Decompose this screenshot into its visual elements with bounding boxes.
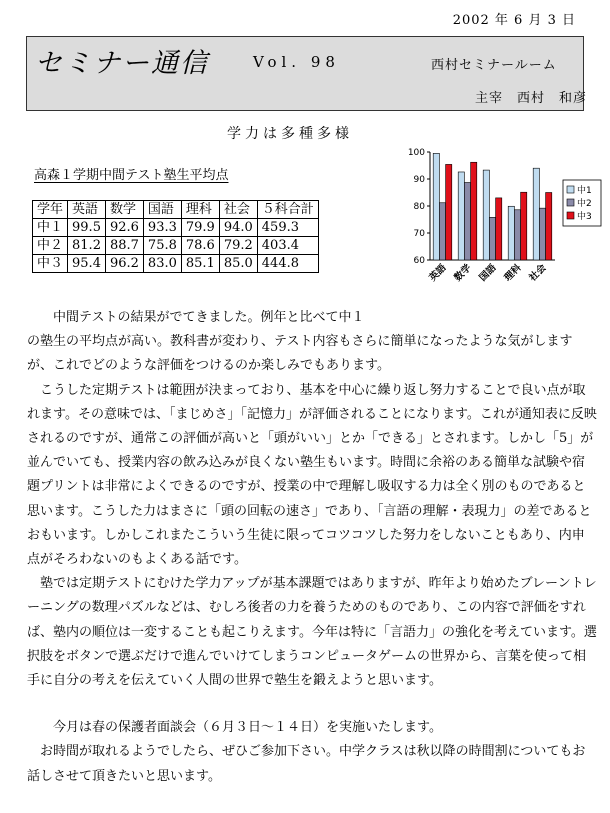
table-cell: 中３ bbox=[33, 255, 68, 273]
table-header-cell: 社会 bbox=[219, 201, 257, 219]
table-row bbox=[33, 255, 319, 273]
paragraph-5: お時間が取れるようでしたら、ぜひご参加下さい。中学クラスは秋以降の時間割についてもお話しさせて頂きたいと思います。 bbox=[27, 744, 586, 784]
table-cell: 中１ bbox=[33, 219, 68, 237]
y-tick-label: 60 bbox=[413, 256, 425, 266]
table-cell: 83.0 bbox=[143, 255, 181, 273]
bar-中3-社会 bbox=[546, 193, 552, 261]
issue-date: 2002 年 6 月 3 日 bbox=[452, 13, 576, 28]
y-tick-label: 100 bbox=[407, 148, 425, 158]
y-tick-label: 70 bbox=[413, 229, 425, 239]
table-cell: 94.0 bbox=[219, 219, 257, 237]
table-cell: 85.0 bbox=[219, 255, 257, 273]
table-cell: 99.5 bbox=[68, 219, 106, 237]
table-cell: 96.2 bbox=[105, 255, 143, 273]
table-cell: 459.3 bbox=[257, 219, 318, 237]
bar-中3-数学 bbox=[471, 162, 477, 260]
paragraph-1: 中間テストの結果がでてきました。例年と比べて中１ bbox=[53, 310, 365, 325]
legend-swatch bbox=[567, 199, 574, 206]
volume-number: Vol. 98 bbox=[253, 53, 340, 71]
x-tick-label: 国語 bbox=[477, 262, 499, 284]
legend-label: 中1 bbox=[577, 186, 592, 196]
score-table bbox=[32, 200, 319, 273]
bar-中2-英語 bbox=[439, 203, 445, 260]
table-header-cell: 学年 bbox=[33, 201, 68, 219]
legend-swatch bbox=[567, 186, 574, 193]
table-cell: 444.8 bbox=[257, 255, 318, 273]
paragraph-1-continued: の塾生の平均点が高い。教科書が変わり、テスト内容もさらに簡単になったような気がしますが、これでどのような評価をつけるのか楽しみでもあります。 bbox=[27, 334, 573, 374]
table-cell: 403.4 bbox=[257, 237, 318, 255]
bar-中1-英語 bbox=[433, 153, 439, 260]
table-cell: 78.6 bbox=[181, 237, 219, 255]
bar-中1-数学 bbox=[458, 172, 464, 260]
bar-中2-社会 bbox=[539, 208, 545, 260]
x-tick-label: 英語 bbox=[427, 262, 449, 284]
bar-中1-国語 bbox=[483, 170, 489, 260]
table-cell: 75.8 bbox=[143, 237, 181, 255]
x-tick-label: 社会 bbox=[527, 262, 549, 284]
legend-label: 中3 bbox=[577, 212, 592, 222]
table-cell: 92.6 bbox=[105, 219, 143, 237]
paragraph-2: こうした定期テストは範囲が決まっており、基本を中心に繰り返し努力することで良い点が取れます。その意味では、「まじめさ」「記憶力」が評価されることになります。これが通知表に反映されるのですが、通常この評価が高いと「頭がいい」とか「できる」とされます。しかし「5」が並んでいても、授業内容の飲み込みが良くない塾生もいます。時間に余裕のある簡単な試験や宿題プリントは非常によくできるのですが、授業の中で理解し吸収する力は全く別のものであると思います。こうした力はまさに「頭の回転の速さ」であり、「言語の理解・表現力」の差であるとおもいます。しかしこれまたこういう生徒に限ってコツコツした努力をしないこともあり、内申点がそろわないのもよくある話です。 bbox=[27, 382, 597, 568]
table-row bbox=[33, 237, 319, 255]
organization-name: 西村セミナールーム bbox=[431, 58, 557, 73]
bar-中1-社会 bbox=[533, 168, 539, 260]
y-tick-label: 80 bbox=[413, 202, 425, 212]
table-header-cell: 英語 bbox=[68, 201, 106, 219]
x-tick-label: 理科 bbox=[502, 262, 524, 284]
table-header-cell: 数学 bbox=[105, 201, 143, 219]
bar-中1-理科 bbox=[508, 206, 514, 260]
bar-中2-数学 bbox=[464, 183, 470, 260]
bar-中2-国語 bbox=[489, 217, 495, 260]
table-row bbox=[33, 219, 319, 237]
bar-中3-英語 bbox=[446, 164, 452, 260]
newsletter-title: セミナー通信 bbox=[35, 48, 209, 79]
bar-中3-国語 bbox=[496, 198, 502, 260]
table-header-cell: ５科合計 bbox=[257, 201, 318, 219]
newsletter-header bbox=[26, 36, 588, 111]
table-cell: 95.4 bbox=[68, 255, 106, 273]
paragraph-3: 塾では定期テストにむけた学力アップが基本課題ではありますが、昨年より始めたブレーントレーニングの数理パズルなどは、むしろ後者の力を養うためのものであり、この内容で評価をすれば、塾内の順位は一変することも起こりえます。今年は特に「言語力」の強化を考えています。選択肢をボタンで選ぶだけで進んでいけてしまうコンピュータゲームの世界から、言葉を使って相手に自分の考えを伝えていく人間の世界で塾生を鍛えようと思います。 bbox=[27, 576, 597, 689]
table-cell: 88.7 bbox=[105, 237, 143, 255]
table-header-cell: 国語 bbox=[143, 201, 181, 219]
y-tick-label: 90 bbox=[413, 175, 425, 185]
x-tick-label: 数学 bbox=[452, 262, 474, 284]
article-body bbox=[27, 306, 597, 789]
table-cell: 79.9 bbox=[181, 219, 219, 237]
paragraph-4: 今月は春の保護者面談会（６月３日～１４日）を実施いたします。 bbox=[53, 720, 442, 736]
article-headline: 学力は多種多様 bbox=[227, 126, 353, 142]
table-header-cell: 理科 bbox=[181, 201, 219, 219]
bar-中2-理科 bbox=[514, 210, 520, 260]
table-cell: 93.3 bbox=[143, 219, 181, 237]
table-caption: 高森１学期中間テスト塾生平均点 bbox=[34, 168, 229, 183]
legend-label: 中2 bbox=[577, 199, 592, 209]
table-cell: 85.1 bbox=[181, 255, 219, 273]
table-cell: 81.2 bbox=[68, 237, 106, 255]
table-cell: 中２ bbox=[33, 237, 68, 255]
score-bar-chart bbox=[400, 144, 610, 302]
table-cell: 79.2 bbox=[219, 237, 257, 255]
representative-name: 主宰 西村 和彦 bbox=[475, 91, 588, 106]
legend-swatch bbox=[567, 212, 574, 219]
table-header-row bbox=[33, 201, 319, 219]
bar-中3-理科 bbox=[521, 192, 527, 260]
